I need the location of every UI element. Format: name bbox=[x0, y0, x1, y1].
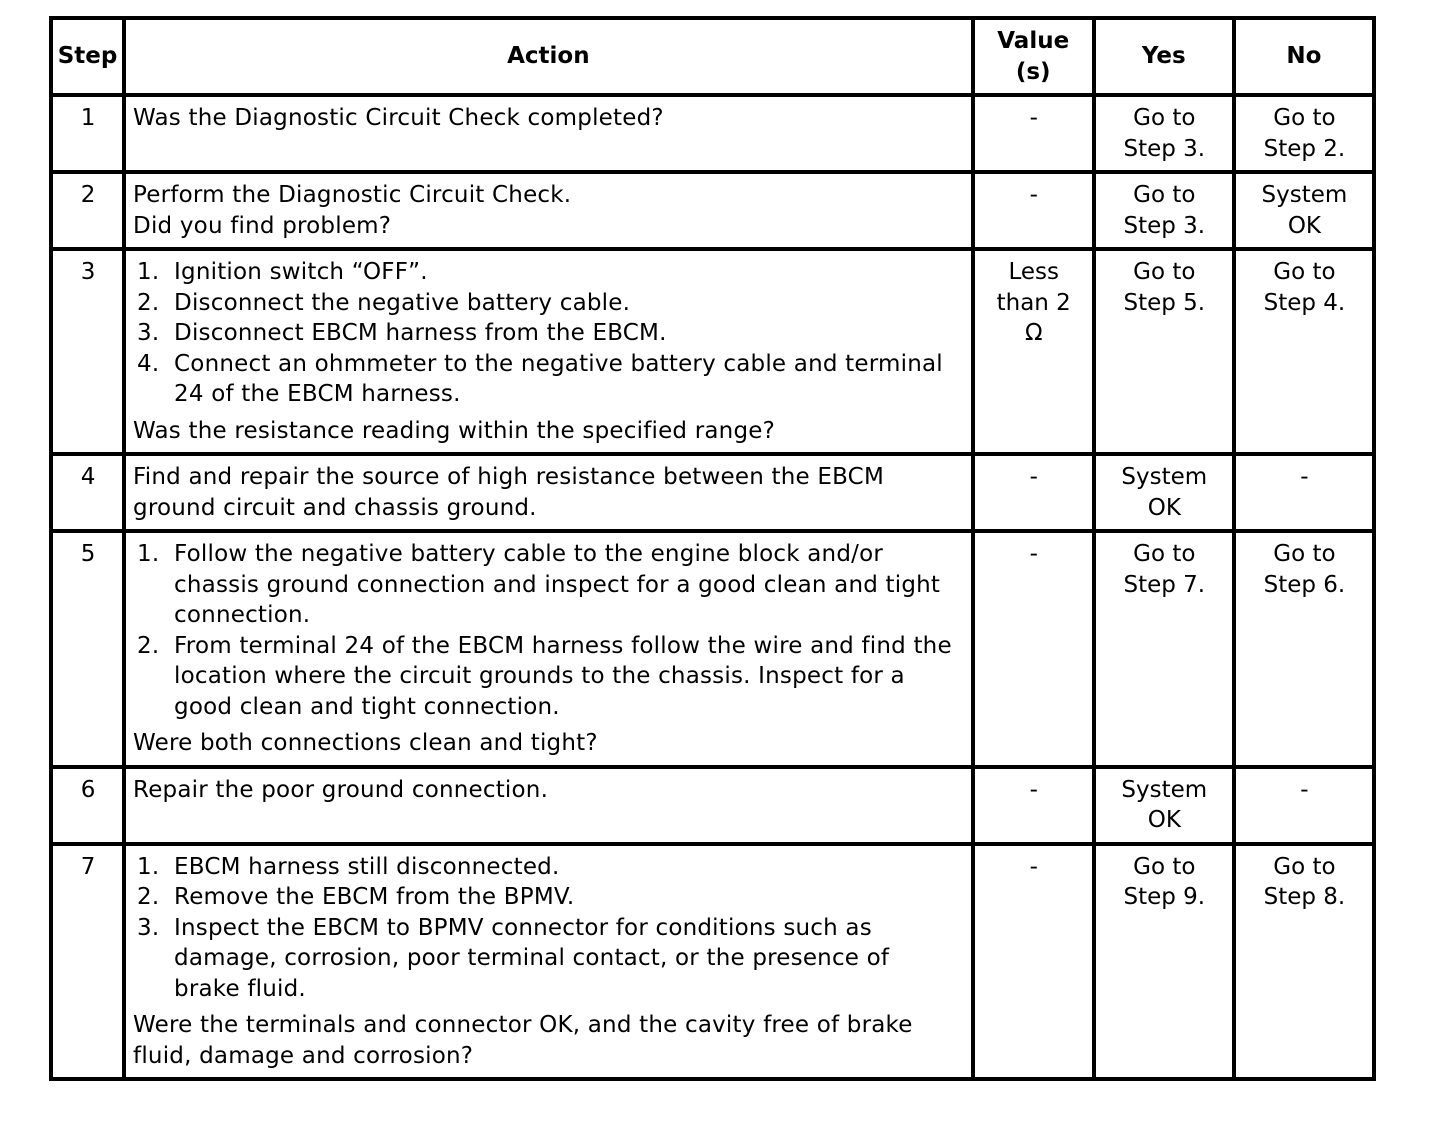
step-number: 1 bbox=[51, 95, 124, 172]
yes-line: OK bbox=[1147, 807, 1181, 833]
item-text: From terminal 24 of the EBCM harness follow the wire and find the location where the circuit grounds to the chassis. Inspect for a good clean and tight connection. bbox=[174, 632, 952, 720]
step-number: 4 bbox=[51, 454, 124, 531]
yes-line: System bbox=[1121, 464, 1208, 490]
action-question: Were both connections clean and tight? bbox=[133, 730, 598, 756]
list-item bbox=[133, 882, 965, 913]
action-list bbox=[133, 539, 965, 722]
value-line: Ω bbox=[1024, 320, 1043, 346]
yes-line: Go to bbox=[1133, 541, 1196, 567]
yes-line: Go to bbox=[1133, 853, 1196, 880]
no-line: System bbox=[1261, 182, 1348, 208]
yes-cell bbox=[1094, 531, 1234, 767]
item-text: Disconnect EBCM harness from the EBCM. bbox=[174, 320, 667, 346]
action-text: Find and repair the source of high resistance between the EBCM ground circuit and chassis ground. bbox=[124, 454, 973, 531]
action-list bbox=[133, 852, 965, 1005]
item-text: Follow the negative battery cable to the engine block and/or chassis ground connection and inspect for a good clean and tight connection. bbox=[174, 541, 941, 628]
yes-cell bbox=[1094, 249, 1234, 454]
list-item bbox=[133, 631, 965, 723]
item-number: 1. bbox=[137, 541, 160, 567]
value-line: Less bbox=[1008, 259, 1059, 285]
diagnostic-table bbox=[49, 16, 1376, 1081]
table-row bbox=[51, 454, 1374, 531]
value-cell: - bbox=[973, 95, 1094, 172]
action-list bbox=[133, 257, 965, 410]
no-line: OK bbox=[1287, 212, 1322, 239]
step-number: 5 bbox=[51, 531, 124, 767]
header-value-line1: Value bbox=[997, 28, 1070, 54]
header-action: Action bbox=[124, 18, 973, 95]
header-no: No bbox=[1234, 18, 1374, 95]
item-text: EBCM harness still disconnected. bbox=[174, 853, 560, 880]
yes-line: Step 7. bbox=[1123, 571, 1206, 598]
list-item bbox=[133, 539, 965, 631]
yes-line: OK bbox=[1147, 494, 1181, 521]
item-text: Inspect the EBCM to BPMV connector for conditions such as damage, corrosion, poor terminal contact, or the presence of brake fluid. bbox=[174, 914, 890, 1002]
item-number: 1. bbox=[137, 259, 160, 285]
yes-line: Go to bbox=[1133, 182, 1196, 208]
table-row bbox=[51, 172, 1374, 249]
item-number: 3. bbox=[137, 320, 160, 346]
action-question: Was the resistance reading within the specified range? bbox=[133, 417, 776, 444]
no-cell bbox=[1234, 172, 1374, 249]
action-text: Repair the poor ground connection. bbox=[124, 767, 973, 844]
value-cell: - bbox=[973, 844, 1094, 1080]
table-row bbox=[51, 531, 1374, 767]
no-cell: - bbox=[1234, 767, 1374, 844]
action-line: Did you find problem? bbox=[133, 212, 392, 239]
step-number: 6 bbox=[51, 767, 124, 844]
item-text: Connect an ohmmeter to the negative battery cable and terminal 24 of the EBCM harness. bbox=[174, 350, 943, 407]
action-text: Was the Diagnostic Circuit Check completed? bbox=[124, 95, 973, 172]
action-line: Perform the Diagnostic Circuit Check. bbox=[133, 182, 572, 208]
no-cell bbox=[1234, 95, 1374, 172]
item-number: 1. bbox=[137, 853, 160, 880]
table-row bbox=[51, 767, 1374, 844]
list-item bbox=[133, 349, 965, 410]
list-item bbox=[133, 257, 965, 288]
no-line: Step 4. bbox=[1263, 289, 1346, 316]
header-yes: Yes bbox=[1094, 18, 1234, 95]
no-line: Go to bbox=[1273, 259, 1336, 285]
table-row bbox=[51, 844, 1374, 1080]
yes-line: Step 5. bbox=[1123, 289, 1206, 316]
no-line: Go to bbox=[1273, 105, 1336, 131]
no-cell bbox=[1234, 844, 1374, 1080]
item-number: 2. bbox=[137, 289, 160, 316]
list-item bbox=[133, 288, 965, 319]
yes-line: Step 3. bbox=[1123, 135, 1206, 162]
no-cell: - bbox=[1234, 454, 1374, 531]
action-question: Were the terminals and connector OK, and the cavity free of brake fluid, damage and corrosion? bbox=[133, 1012, 913, 1069]
list-item bbox=[133, 318, 965, 349]
yes-cell bbox=[1094, 844, 1234, 1080]
no-cell bbox=[1234, 249, 1374, 454]
value-cell: - bbox=[973, 531, 1094, 767]
list-item bbox=[133, 852, 965, 883]
no-line: Go to bbox=[1273, 541, 1336, 567]
item-number: 2. bbox=[137, 884, 160, 910]
item-number: 2. bbox=[137, 632, 160, 659]
value-cell: - bbox=[973, 454, 1094, 531]
header-row bbox=[51, 18, 1374, 95]
value-cell: - bbox=[973, 172, 1094, 249]
item-text: Ignition switch “OFF”. bbox=[174, 259, 428, 285]
yes-line: System bbox=[1121, 776, 1208, 803]
yes-line: Go to bbox=[1133, 259, 1196, 285]
no-line: Step 8. bbox=[1263, 884, 1346, 910]
no-line: Step 6. bbox=[1263, 571, 1346, 598]
item-number: 4. bbox=[137, 350, 160, 377]
item-text: Remove the EBCM from the BPMV. bbox=[174, 884, 575, 910]
action-text bbox=[124, 172, 973, 249]
yes-cell bbox=[1094, 95, 1234, 172]
yes-cell bbox=[1094, 454, 1234, 531]
step-number: 7 bbox=[51, 844, 124, 1080]
item-text: Disconnect the negative battery cable. bbox=[174, 289, 631, 316]
no-line: Go to bbox=[1273, 853, 1336, 880]
no-line: Step 2. bbox=[1263, 135, 1346, 162]
table-row bbox=[51, 95, 1374, 172]
yes-cell bbox=[1094, 767, 1234, 844]
step-number: 3 bbox=[51, 249, 124, 454]
yes-line: Go to bbox=[1133, 105, 1196, 131]
step-number: 2 bbox=[51, 172, 124, 249]
action-text bbox=[124, 531, 973, 767]
header-step: Step bbox=[51, 18, 124, 95]
header-value-line2: (s) bbox=[1015, 58, 1051, 85]
item-number: 3. bbox=[137, 914, 160, 941]
action-text bbox=[124, 844, 973, 1080]
no-cell bbox=[1234, 531, 1374, 767]
list-item bbox=[133, 913, 965, 1005]
yes-line: Step 3. bbox=[1123, 212, 1206, 239]
table-row bbox=[51, 249, 1374, 454]
yes-cell bbox=[1094, 172, 1234, 249]
value-cell: - bbox=[973, 767, 1094, 844]
value-cell bbox=[973, 249, 1094, 454]
header-value bbox=[973, 18, 1094, 95]
yes-line: Step 9. bbox=[1123, 884, 1206, 910]
action-text bbox=[124, 249, 973, 454]
value-line: than 2 bbox=[996, 289, 1071, 316]
